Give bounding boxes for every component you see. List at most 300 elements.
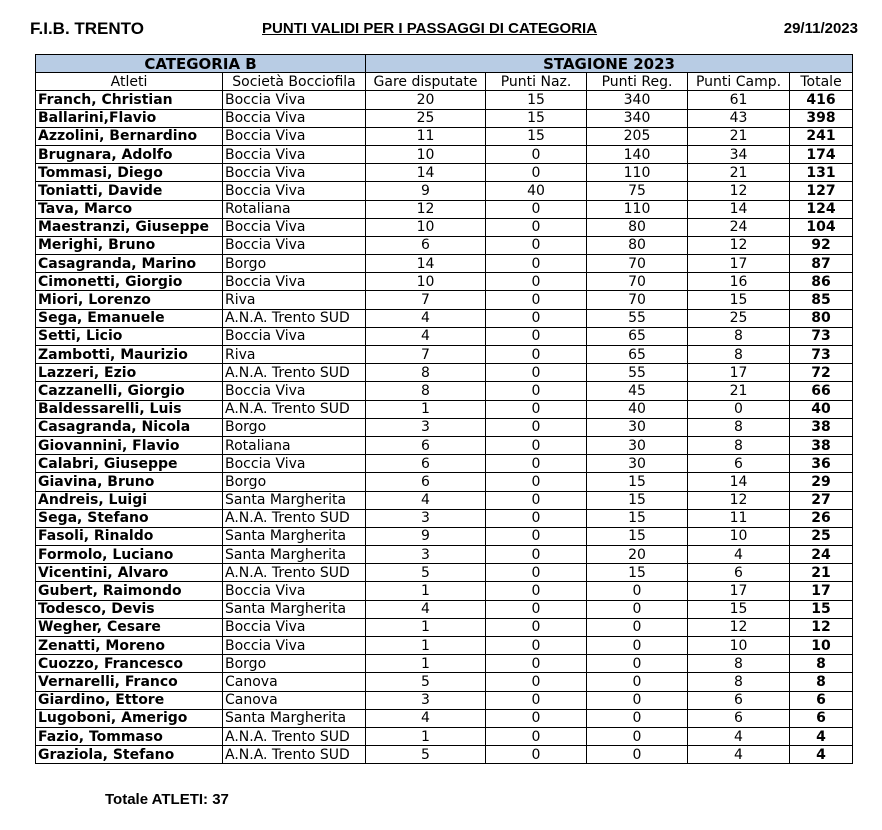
athlete-name-cell: Sega, Stefano [36, 509, 223, 527]
regional-points-cell: 55 [587, 364, 688, 382]
national-points-cell: 0 [486, 491, 587, 509]
regional-points-cell: 40 [587, 400, 688, 418]
table-row [36, 127, 853, 145]
total-points-cell: 85 [790, 291, 853, 309]
national-points-cell: 0 [486, 509, 587, 527]
table-row [36, 327, 853, 345]
athlete-name-cell: Tava, Marco [36, 200, 223, 218]
championship-points-cell: 11 [688, 509, 790, 527]
athlete-name-cell: Cuozzo, Francesco [36, 655, 223, 673]
table-row [36, 637, 853, 655]
table-row [36, 236, 853, 254]
athlete-name-cell: Setti, Licio [36, 327, 223, 345]
total-points-cell: 80 [790, 309, 853, 327]
athlete-name-cell: Fazio, Tommaso [36, 727, 223, 745]
regional-points-cell: 0 [587, 673, 688, 691]
races-played-cell: 14 [366, 164, 486, 182]
club-name-cell: Santa Margherita [223, 709, 366, 727]
athlete-name-cell: Wegher, Cesare [36, 618, 223, 636]
championship-points-cell: 17 [688, 364, 790, 382]
club-name-cell: Boccia Viva [223, 145, 366, 163]
athlete-name-cell: Lazzeri, Ezio [36, 364, 223, 382]
regional-points-cell: 110 [587, 164, 688, 182]
regional-points-cell: 80 [587, 218, 688, 236]
regional-points-cell: 30 [587, 455, 688, 473]
table-row [36, 400, 853, 418]
regional-points-cell: 15 [587, 509, 688, 527]
total-points-cell: 87 [790, 255, 853, 273]
total-points-cell: 86 [790, 273, 853, 291]
races-played-cell: 3 [366, 509, 486, 527]
table-row [36, 309, 853, 327]
national-points-cell: 0 [486, 564, 587, 582]
athlete-name-cell: Fasoli, Rinaldo [36, 527, 223, 545]
athlete-name-cell: Casagranda, Nicola [36, 418, 223, 436]
table-row [36, 509, 853, 527]
total-points-cell: 73 [790, 327, 853, 345]
athlete-name-cell: Lugoboni, Amerigo [36, 709, 223, 727]
document-date: 29/11/2023 [783, 20, 858, 37]
column-header-atleti: Atleti [36, 73, 223, 91]
table-row [36, 655, 853, 673]
total-points-cell: 29 [790, 473, 853, 491]
club-name-cell: Boccia Viva [223, 273, 366, 291]
club-name-cell: Riva [223, 291, 366, 309]
regional-points-cell: 15 [587, 564, 688, 582]
table-row [36, 436, 853, 454]
championship-points-cell: 6 [688, 691, 790, 709]
championship-points-cell: 10 [688, 527, 790, 545]
athlete-name-cell: Gubert, Raimondo [36, 582, 223, 600]
championship-points-cell: 8 [688, 436, 790, 454]
total-points-cell: 66 [790, 382, 853, 400]
athlete-name-cell: Casagranda, Marino [36, 255, 223, 273]
athlete-name-cell: Graziola, Stefano [36, 746, 223, 764]
ranking-table [35, 54, 853, 764]
athlete-name-cell: Sega, Emanuele [36, 309, 223, 327]
category-label: CATEGORIA B [36, 55, 366, 73]
national-points-cell: 0 [486, 309, 587, 327]
total-points-cell: 8 [790, 655, 853, 673]
total-points-cell: 73 [790, 346, 853, 364]
regional-points-cell: 15 [587, 491, 688, 509]
championship-points-cell: 21 [688, 382, 790, 400]
total-points-cell: 26 [790, 509, 853, 527]
total-points-cell: 4 [790, 746, 853, 764]
regional-points-cell: 340 [587, 109, 688, 127]
national-points-cell: 15 [486, 91, 587, 109]
club-name-cell: Canova [223, 673, 366, 691]
championship-points-cell: 24 [688, 218, 790, 236]
regional-points-cell: 30 [587, 436, 688, 454]
club-name-cell: Borgo [223, 655, 366, 673]
races-played-cell: 6 [366, 455, 486, 473]
championship-points-cell: 21 [688, 164, 790, 182]
races-played-cell: 25 [366, 109, 486, 127]
races-played-cell: 4 [366, 309, 486, 327]
national-points-cell: 15 [486, 109, 587, 127]
club-name-cell: Santa Margherita [223, 600, 366, 618]
club-name-cell: A.N.A. Trento SUD [223, 364, 366, 382]
table-row [36, 164, 853, 182]
national-points-cell: 0 [486, 346, 587, 364]
national-points-cell: 0 [486, 546, 587, 564]
table-row [36, 746, 853, 764]
races-played-cell: 4 [366, 600, 486, 618]
national-points-cell: 0 [486, 527, 587, 545]
championship-points-cell: 6 [688, 709, 790, 727]
total-points-cell: 72 [790, 364, 853, 382]
total-points-cell: 92 [790, 236, 853, 254]
races-played-cell: 8 [366, 364, 486, 382]
national-points-cell: 0 [486, 709, 587, 727]
table-row [36, 200, 853, 218]
table-row [36, 455, 853, 473]
total-points-cell: 8 [790, 673, 853, 691]
championship-points-cell: 12 [688, 182, 790, 200]
championship-points-cell: 43 [688, 109, 790, 127]
regional-points-cell: 0 [587, 691, 688, 709]
national-points-cell: 40 [486, 182, 587, 200]
athlete-name-cell: Giavina, Bruno [36, 473, 223, 491]
org-name: F.I.B. TRENTO [30, 19, 144, 38]
races-played-cell: 4 [366, 709, 486, 727]
national-points-cell: 0 [486, 673, 587, 691]
table-row [36, 673, 853, 691]
national-points-cell: 0 [486, 455, 587, 473]
national-points-cell: 0 [486, 746, 587, 764]
championship-points-cell: 12 [688, 618, 790, 636]
championship-points-cell: 10 [688, 637, 790, 655]
club-name-cell: Borgo [223, 255, 366, 273]
table-row [36, 218, 853, 236]
table-row [36, 564, 853, 582]
races-played-cell: 7 [366, 291, 486, 309]
club-name-cell: Santa Margherita [223, 491, 366, 509]
total-points-cell: 38 [790, 418, 853, 436]
total-points-cell: 131 [790, 164, 853, 182]
races-played-cell: 12 [366, 200, 486, 218]
regional-points-cell: 0 [587, 655, 688, 673]
national-points-cell: 15 [486, 127, 587, 145]
column-header-punti-reg: Punti Reg. [587, 73, 688, 91]
national-points-cell: 0 [486, 655, 587, 673]
national-points-cell: 0 [486, 382, 587, 400]
championship-points-cell: 34 [688, 145, 790, 163]
regional-points-cell: 65 [587, 346, 688, 364]
column-header-row [36, 73, 853, 91]
championship-points-cell: 25 [688, 309, 790, 327]
races-played-cell: 4 [366, 327, 486, 345]
table-row [36, 473, 853, 491]
championship-points-cell: 14 [688, 473, 790, 491]
championship-points-cell: 12 [688, 236, 790, 254]
regional-points-cell: 70 [587, 273, 688, 291]
athlete-name-cell: Azzolini, Bernardino [36, 127, 223, 145]
races-played-cell: 4 [366, 491, 486, 509]
races-played-cell: 1 [366, 727, 486, 745]
table-row [36, 273, 853, 291]
total-points-cell: 398 [790, 109, 853, 127]
national-points-cell: 0 [486, 236, 587, 254]
total-points-cell: 36 [790, 455, 853, 473]
national-points-cell: 0 [486, 364, 587, 382]
races-played-cell: 6 [366, 473, 486, 491]
national-points-cell: 0 [486, 255, 587, 273]
total-points-cell: 174 [790, 145, 853, 163]
races-played-cell: 20 [366, 91, 486, 109]
club-name-cell: Boccia Viva [223, 637, 366, 655]
total-points-cell: 25 [790, 527, 853, 545]
total-points-cell: 241 [790, 127, 853, 145]
club-name-cell: A.N.A. Trento SUD [223, 564, 366, 582]
regional-points-cell: 75 [587, 182, 688, 200]
table-row [36, 600, 853, 618]
total-points-cell: 17 [790, 582, 853, 600]
regional-points-cell: 30 [587, 418, 688, 436]
athlete-name-cell: Toniatti, Davide [36, 182, 223, 200]
national-points-cell: 0 [486, 473, 587, 491]
championship-points-cell: 4 [688, 746, 790, 764]
table-row [36, 582, 853, 600]
club-name-cell: Santa Margherita [223, 527, 366, 545]
championship-points-cell: 6 [688, 564, 790, 582]
regional-points-cell: 70 [587, 291, 688, 309]
column-header-gare: Gare disputate [366, 73, 486, 91]
championship-points-cell: 8 [688, 418, 790, 436]
regional-points-cell: 110 [587, 200, 688, 218]
national-points-cell: 0 [486, 582, 587, 600]
championship-points-cell: 6 [688, 455, 790, 473]
national-points-cell: 0 [486, 400, 587, 418]
column-header-totale: Totale [790, 73, 853, 91]
athlete-name-cell: Giardino, Ettore [36, 691, 223, 709]
regional-points-cell: 0 [587, 618, 688, 636]
athlete-name-cell: Franch, Christian [36, 91, 223, 109]
national-points-cell: 0 [486, 273, 587, 291]
table-row [36, 546, 853, 564]
championship-points-cell: 61 [688, 91, 790, 109]
club-name-cell: Boccia Viva [223, 382, 366, 400]
total-points-cell: 21 [790, 564, 853, 582]
races-played-cell: 10 [366, 145, 486, 163]
athlete-name-cell: Tommasi, Diego [36, 164, 223, 182]
athlete-name-cell: Baldessarelli, Luis [36, 400, 223, 418]
championship-points-cell: 4 [688, 546, 790, 564]
total-points-cell: 40 [790, 400, 853, 418]
table-row [36, 91, 853, 109]
regional-points-cell: 0 [587, 637, 688, 655]
regional-points-cell: 80 [587, 236, 688, 254]
regional-points-cell: 140 [587, 145, 688, 163]
national-points-cell: 0 [486, 637, 587, 655]
club-name-cell: Borgo [223, 418, 366, 436]
championship-points-cell: 16 [688, 273, 790, 291]
athlete-name-cell: Brugnara, Adolfo [36, 145, 223, 163]
regional-points-cell: 0 [587, 746, 688, 764]
table-row [36, 382, 853, 400]
athlete-name-cell: Todesco, Devis [36, 600, 223, 618]
athlete-name-cell: Vicentini, Alvaro [36, 564, 223, 582]
athlete-name-cell: Formolo, Luciano [36, 546, 223, 564]
club-name-cell: Boccia Viva [223, 182, 366, 200]
national-points-cell: 0 [486, 618, 587, 636]
championship-points-cell: 15 [688, 600, 790, 618]
table-row [36, 709, 853, 727]
table-row [36, 145, 853, 163]
championship-points-cell: 12 [688, 491, 790, 509]
table-row [36, 364, 853, 382]
table-row [36, 527, 853, 545]
total-points-cell: 6 [790, 709, 853, 727]
club-name-cell: Boccia Viva [223, 91, 366, 109]
total-points-cell: 24 [790, 546, 853, 564]
table-row [36, 182, 853, 200]
athlete-name-cell: Zambotti, Maurizio [36, 346, 223, 364]
total-points-cell: 38 [790, 436, 853, 454]
regional-points-cell: 0 [587, 582, 688, 600]
club-name-cell: Boccia Viva [223, 327, 366, 345]
club-name-cell: Rotaliana [223, 200, 366, 218]
races-played-cell: 5 [366, 673, 486, 691]
national-points-cell: 0 [486, 436, 587, 454]
table-row [36, 291, 853, 309]
races-played-cell: 6 [366, 436, 486, 454]
races-played-cell: 3 [366, 546, 486, 564]
races-played-cell: 3 [366, 418, 486, 436]
club-name-cell: Boccia Viva [223, 582, 366, 600]
club-name-cell: A.N.A. Trento SUD [223, 727, 366, 745]
championship-points-cell: 8 [688, 327, 790, 345]
championship-points-cell: 21 [688, 127, 790, 145]
championship-points-cell: 17 [688, 255, 790, 273]
table-row [36, 691, 853, 709]
championship-points-cell: 15 [688, 291, 790, 309]
regional-points-cell: 0 [587, 600, 688, 618]
club-name-cell: Boccia Viva [223, 127, 366, 145]
table-row [36, 618, 853, 636]
club-name-cell: Boccia Viva [223, 236, 366, 254]
races-played-cell: 8 [366, 382, 486, 400]
championship-points-cell: 8 [688, 655, 790, 673]
races-played-cell: 6 [366, 236, 486, 254]
total-points-cell: 27 [790, 491, 853, 509]
athlete-name-cell: Andreis, Luigi [36, 491, 223, 509]
total-points-cell: 124 [790, 200, 853, 218]
races-played-cell: 5 [366, 746, 486, 764]
regional-points-cell: 55 [587, 309, 688, 327]
regional-points-cell: 0 [587, 727, 688, 745]
club-name-cell: A.N.A. Trento SUD [223, 309, 366, 327]
athlete-name-cell: Maestranzi, Giuseppe [36, 218, 223, 236]
championship-points-cell: 8 [688, 673, 790, 691]
club-name-cell: Santa Margherita [223, 546, 366, 564]
column-header-societa: Società Bocciofila [223, 73, 366, 91]
races-played-cell: 10 [366, 218, 486, 236]
athlete-name-cell: Zenatti, Moreno [36, 637, 223, 655]
races-played-cell: 3 [366, 691, 486, 709]
national-points-cell: 0 [486, 727, 587, 745]
races-played-cell: 9 [366, 182, 486, 200]
regional-points-cell: 0 [587, 709, 688, 727]
athlete-name-cell: Vernarelli, Franco [36, 673, 223, 691]
races-played-cell: 11 [366, 127, 486, 145]
races-played-cell: 9 [366, 527, 486, 545]
regional-points-cell: 65 [587, 327, 688, 345]
club-name-cell: Rotaliana [223, 436, 366, 454]
races-played-cell: 10 [366, 273, 486, 291]
total-points-cell: 15 [790, 600, 853, 618]
national-points-cell: 0 [486, 291, 587, 309]
national-points-cell: 0 [486, 418, 587, 436]
column-header-punti-naz: Punti Naz. [486, 73, 587, 91]
athlete-name-cell: Ballarini,Flavio [36, 109, 223, 127]
club-name-cell: Boccia Viva [223, 455, 366, 473]
athlete-name-cell: Giovannini, Flavio [36, 436, 223, 454]
regional-points-cell: 15 [587, 473, 688, 491]
column-header-punti-camp: Punti Camp. [688, 73, 790, 91]
document-title: PUNTI VALIDI PER I PASSAGGI DI CATEGORIA [262, 20, 598, 37]
club-name-cell: Boccia Viva [223, 164, 366, 182]
total-points-cell: 6 [790, 691, 853, 709]
table-row [36, 109, 853, 127]
club-name-cell: Boccia Viva [223, 109, 366, 127]
regional-points-cell: 20 [587, 546, 688, 564]
regional-points-cell: 205 [587, 127, 688, 145]
total-athletes: Totale ATLETI: 37 [105, 791, 229, 808]
races-played-cell: 1 [366, 582, 486, 600]
regional-points-cell: 15 [587, 527, 688, 545]
total-points-cell: 416 [790, 91, 853, 109]
table-band-row [36, 55, 853, 73]
national-points-cell: 0 [486, 218, 587, 236]
club-name-cell: Borgo [223, 473, 366, 491]
regional-points-cell: 70 [587, 255, 688, 273]
national-points-cell: 0 [486, 691, 587, 709]
national-points-cell: 0 [486, 145, 587, 163]
club-name-cell: Boccia Viva [223, 218, 366, 236]
total-points-cell: 4 [790, 727, 853, 745]
club-name-cell: Boccia Viva [223, 618, 366, 636]
club-name-cell: A.N.A. Trento SUD [223, 400, 366, 418]
table-row [36, 255, 853, 273]
club-name-cell: A.N.A. Trento SUD [223, 746, 366, 764]
total-points-cell: 104 [790, 218, 853, 236]
regional-points-cell: 340 [587, 91, 688, 109]
athlete-name-cell: Merighi, Bruno [36, 236, 223, 254]
total-points-cell: 127 [790, 182, 853, 200]
club-name-cell: Riva [223, 346, 366, 364]
total-points-cell: 10 [790, 637, 853, 655]
races-played-cell: 1 [366, 637, 486, 655]
championship-points-cell: 17 [688, 582, 790, 600]
championship-points-cell: 4 [688, 727, 790, 745]
athlete-name-cell: Cimonetti, Giorgio [36, 273, 223, 291]
total-points-cell: 12 [790, 618, 853, 636]
national-points-cell: 0 [486, 164, 587, 182]
club-name-cell: Canova [223, 691, 366, 709]
table-row [36, 346, 853, 364]
national-points-cell: 0 [486, 327, 587, 345]
athlete-name-cell: Cazzanelli, Giorgio [36, 382, 223, 400]
table-row [36, 491, 853, 509]
championship-points-cell: 0 [688, 400, 790, 418]
races-played-cell: 1 [366, 400, 486, 418]
season-label: STAGIONE 2023 [366, 55, 853, 73]
athlete-name-cell: Calabri, Giuseppe [36, 455, 223, 473]
table-row [36, 418, 853, 436]
club-name-cell: A.N.A. Trento SUD [223, 509, 366, 527]
